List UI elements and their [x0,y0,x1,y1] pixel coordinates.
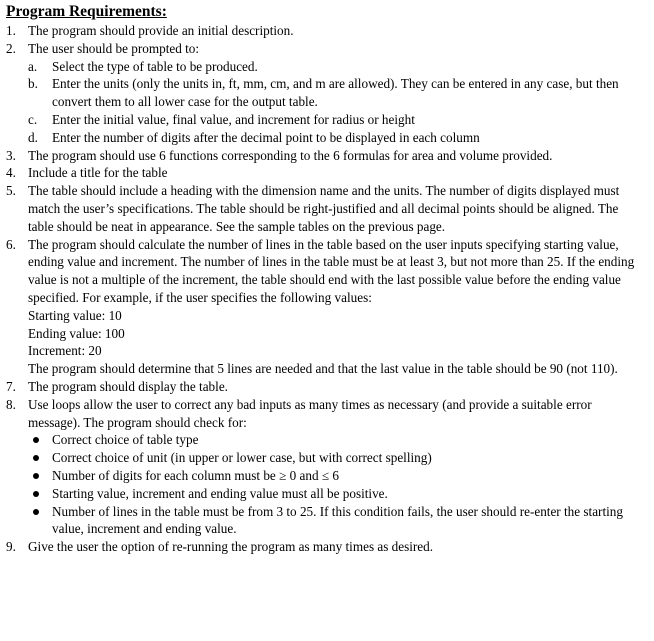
check-item [28,485,646,503]
item-text: Use loops allow the user to correct any bad inputs as many times as necessary (and provide a suitable error message). The program should check for: [28,396,592,430]
check-text: Number of digits for each column must be ≥ 0 and ≤ 6 [52,467,339,483]
sub-item-text: Enter the number of digits after the decimal point to be displayed in each column [52,129,480,145]
sub-item-text: Select the type of table to be produced. [52,58,258,74]
item-text: The program should display the table. [28,378,228,394]
item-text: The user should be prompted to: [28,40,200,56]
check-text: Correct choice of unit (in upper or lower case, but with correct spelling) [52,450,432,466]
item-number: 1. [6,23,16,38]
requirement-1 [6,22,646,40]
item-number: 5. [6,183,16,199]
bullet-icon [33,455,39,461]
sub-item-d [28,129,646,147]
item-text: The table should include a heading with the dimension name and the units. The number of digits displayed must match the user’s specifications. The table should be right-justified and all decimal points should be aligned. The table should be neat in appearance. See the sample tables on the previous page. [28,183,620,234]
sub-item-letter: c. [28,111,38,127]
sub-item-letter: b. [28,76,38,92]
item-number: 2. [6,40,16,56]
requirement-2 [6,40,646,147]
check-text: Number of lines in the table must be from 3 to 25. If this condition fails, the user should re-enter the starting value, increment and ending value. [52,503,623,537]
sub-item-text: Enter the units (only the units in, ft, mm, cm, and m are allowed). They can be entered in any case, but then convert them to all lower case for the output table. [52,76,619,110]
sub-item-c [28,111,646,129]
check-text: Starting value, increment and ending value must all be positive. [52,485,388,501]
item-number: 3. [6,147,16,163]
requirement-9 [6,538,646,556]
example-increment: Increment: 20 [28,343,102,359]
check-item [28,449,646,467]
check-text: Correct choice of table type [52,432,199,448]
check-item [28,503,646,539]
item-number: 6. [6,236,16,252]
sub-item-text: Enter the initial value, final value, and increment for radius or height [52,111,415,127]
sub-item-letter: d. [28,129,38,145]
bullet-icon [33,473,39,479]
item-number: 8. [6,396,16,412]
item-text: Include a title for the table [28,165,168,181]
requirement-3 [6,147,646,165]
item-text: The program should calculate the number of lines in the table based on the user inputs specifying starting value, ending value and increment. The number of lines in the table must be at least 3, but not more than 25. If the ending value is not a multiple of the increment, the table should end with the last possible value before the ending value specified. For example, if the user specifies the following values: [28,236,635,305]
item-number: 4. [6,165,16,181]
requirement-8 [6,396,646,538]
item-text: The program should provide an initial description. [28,23,294,38]
sub-item-b [28,75,646,111]
example-starting-value: Starting value: 10 [28,307,122,323]
requirement-4 [6,164,646,182]
item-text: Give the user the option of re-running the program as many times as desired. [28,539,434,555]
document-title: Program Requirements: [6,3,167,20]
requirement-6 [6,236,646,378]
requirements-list [6,22,646,556]
bullet-icon [33,491,39,497]
sub-item-a [28,58,646,76]
check-item [28,467,646,485]
sub-item-letter: a. [28,58,38,74]
item-number: 7. [6,378,16,394]
bullet-icon [33,437,39,443]
example-conclusion: The program should determine that 5 lines are needed and that the last value in the table should be 90 (not 110). [28,361,618,377]
bullet-icon [33,509,39,515]
check-item [28,431,646,449]
requirement-5 [6,182,646,235]
requirement-7 [6,378,646,396]
example-ending-value: Ending value: 100 [28,325,125,341]
item-text: The program should use 6 functions corresponding to the 6 formulas for area and volume provided. [28,147,553,163]
item-number: 9. [6,539,16,555]
